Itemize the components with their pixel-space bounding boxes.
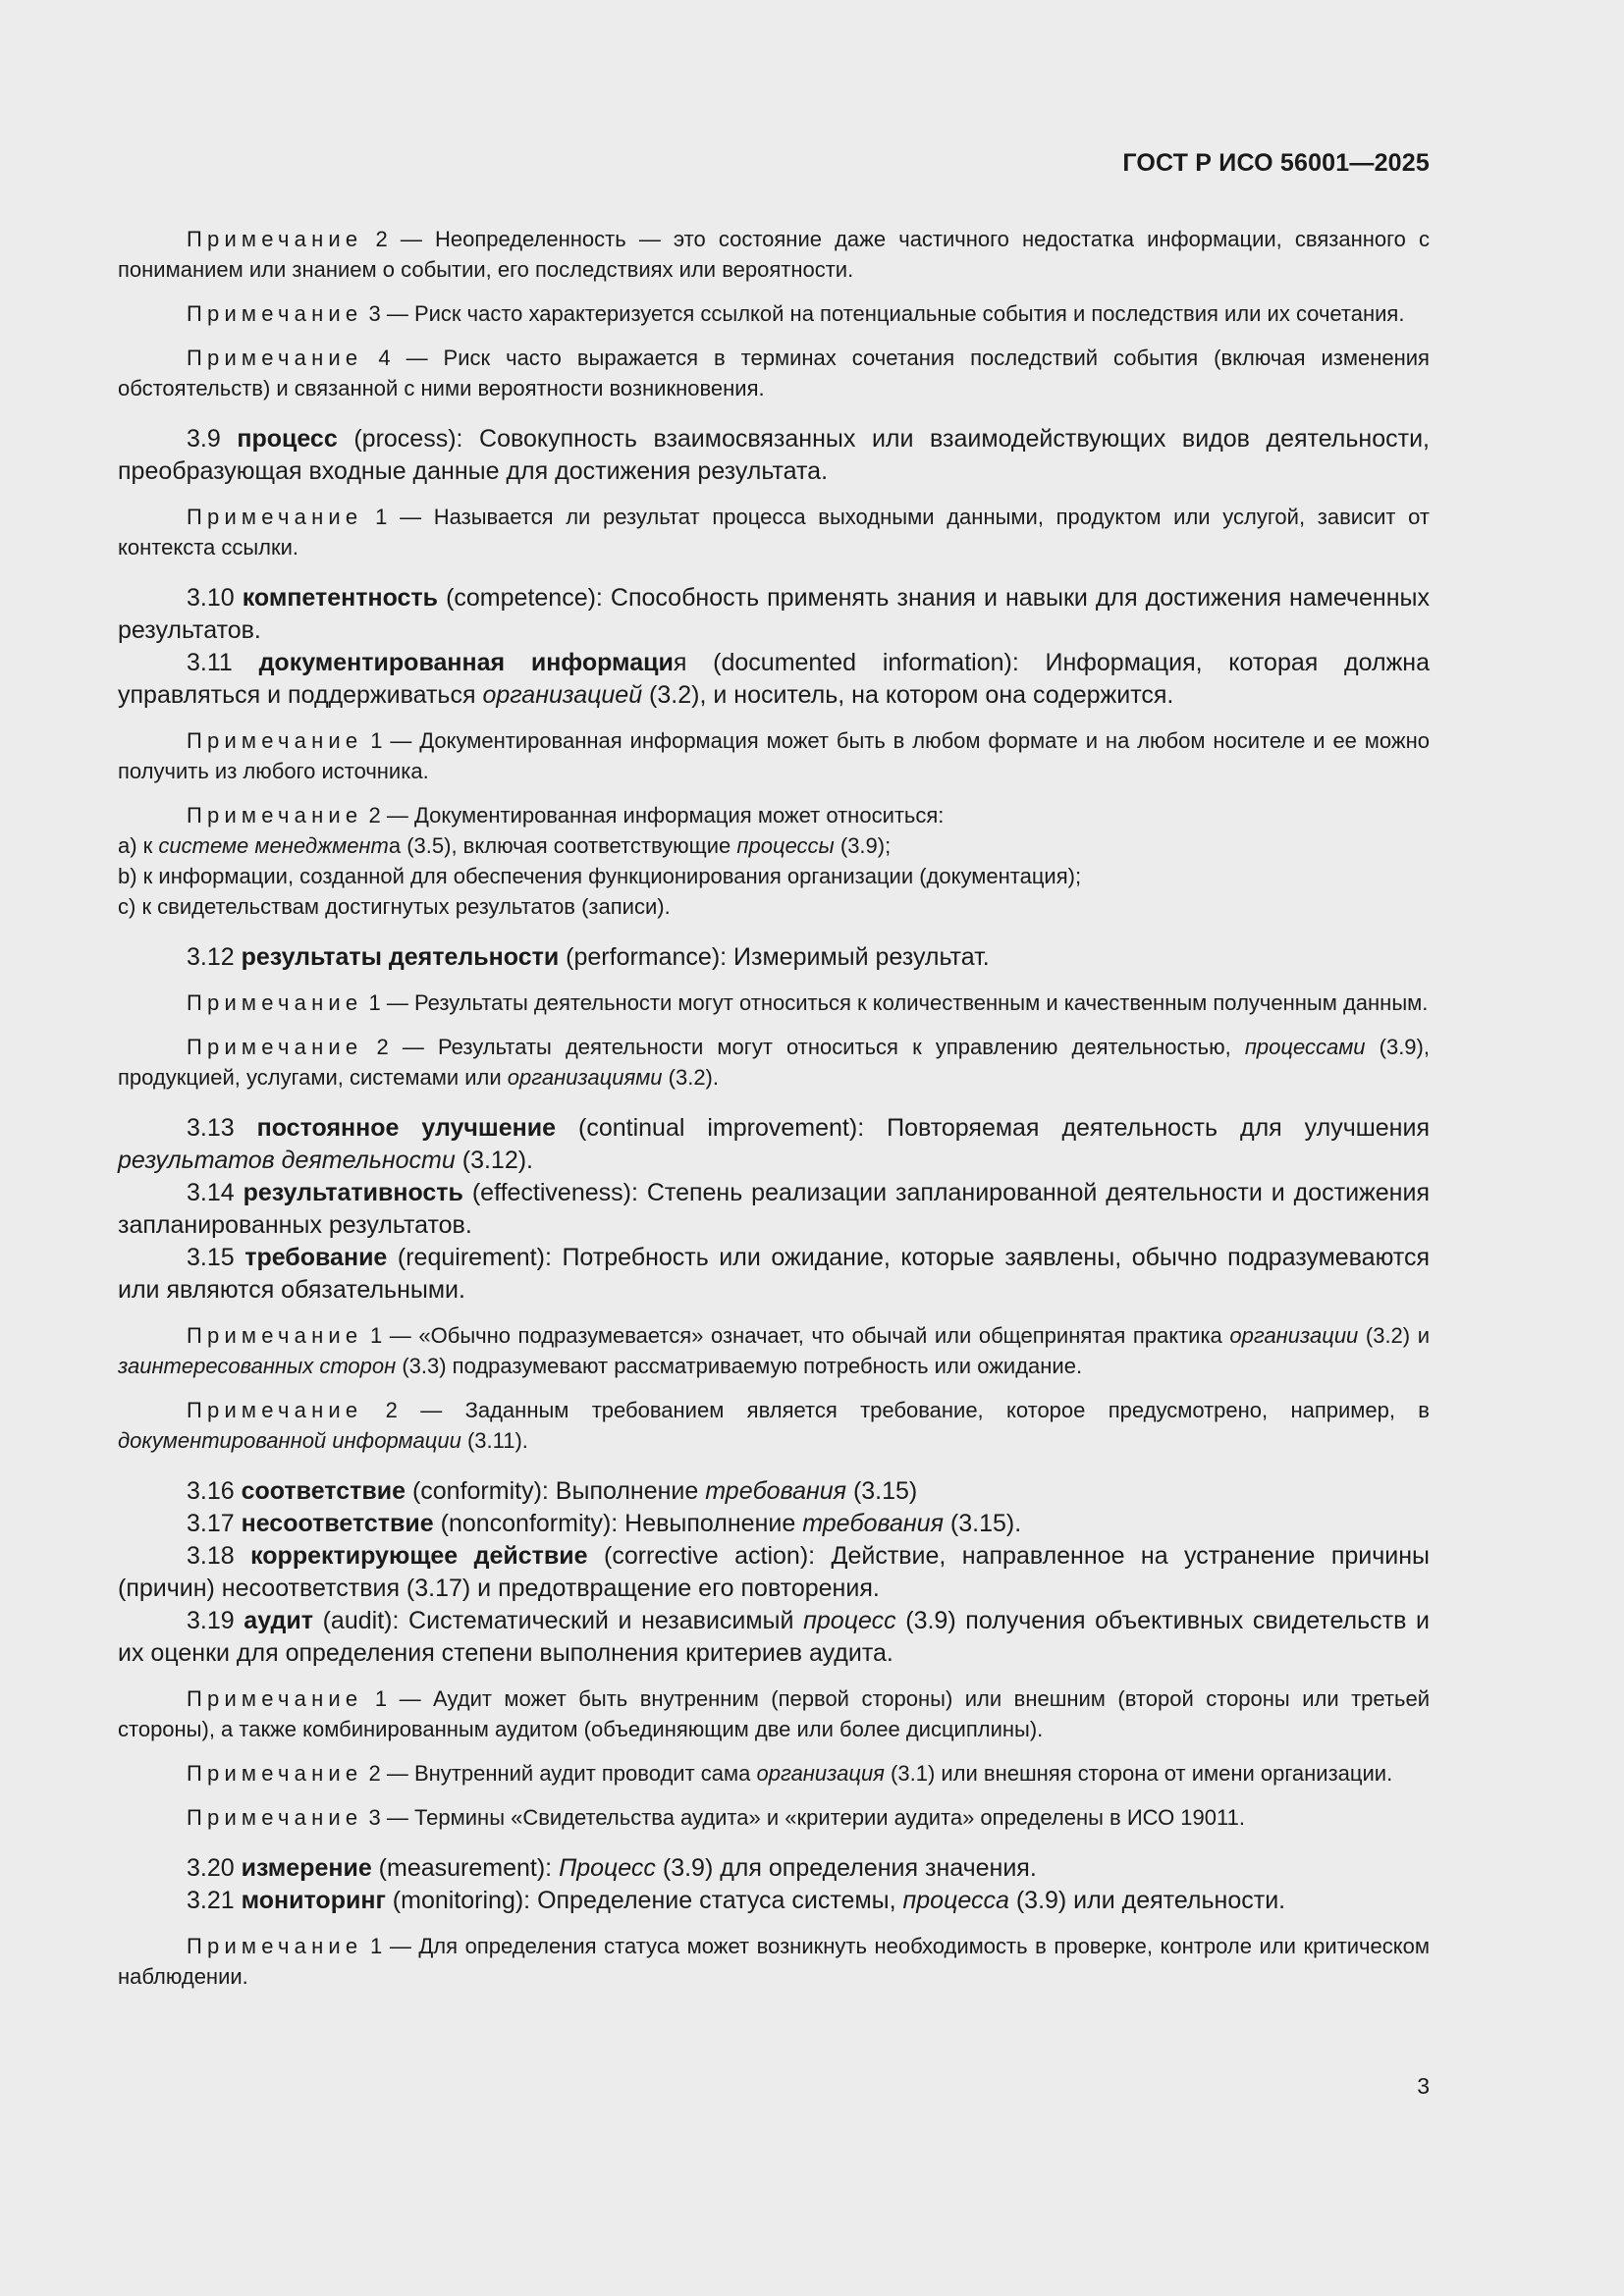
list-item	[118, 830, 1430, 861]
note-label: Примечание	[187, 728, 363, 753]
term-reference: организациями	[507, 1065, 663, 1090]
list-item	[118, 891, 1430, 922]
text-run: 3.19	[187, 1607, 244, 1634]
document-body	[118, 224, 1430, 1992]
term-name: корректирующее действие	[250, 1542, 588, 1570]
term-reference: процессами	[1244, 1035, 1366, 1059]
text-run: — Неопределенность — это состояние даже частичного недостатка информации, связанного с пониманием или знанием о событии, его последствиях или вероятности.	[118, 227, 1430, 282]
list-item	[118, 861, 1430, 891]
text-run: — Называется ли результат процесса выходными данными, продуктом или услугой, зависит от контекста ссылки.	[118, 505, 1431, 560]
text-run: (3.11).	[460, 1428, 528, 1453]
note-label: Примечание	[187, 990, 363, 1015]
text-run: 3.17	[187, 1510, 242, 1537]
note-label: Примечание	[187, 227, 363, 251]
text-run: a) к	[118, 833, 159, 858]
term-definition	[118, 1177, 1430, 1242]
text-run: 3.10	[187, 584, 243, 612]
text-run: 3.20	[187, 1854, 242, 1882]
note-paragraph	[118, 988, 1430, 1018]
term-reference: результатов деятельности	[118, 1147, 456, 1174]
term-name: результаты деятельности	[241, 943, 560, 971]
note-label: Примечание	[187, 346, 363, 370]
note-number: 2	[368, 803, 381, 828]
term-name: постоянное улучшение	[256, 1114, 557, 1142]
text-run: — Для определения статуса может возникнуть необходимость в проверке, контроле или критическом наблюдении.	[118, 1934, 1430, 1989]
note-paragraph	[118, 725, 1430, 786]
term-definition	[118, 582, 1430, 647]
text-run: — Документированная информация может относиться:	[386, 803, 945, 828]
note-label: Примечание	[187, 1035, 363, 1059]
term-name: аудит	[244, 1607, 313, 1634]
note-label: Примечание	[187, 1805, 363, 1830]
text-run: (conformity): Выполнение	[406, 1477, 706, 1505]
note-label: Примечание	[187, 1686, 363, 1711]
note-number: 1	[375, 505, 388, 529]
text-run: (performance): Измеримый результат.	[559, 943, 990, 971]
note-label: Примечание	[187, 1934, 363, 1958]
note-paragraph	[118, 1758, 1430, 1789]
note-number: 3	[368, 1805, 381, 1830]
term-reference: системе менеджмент	[158, 833, 389, 858]
document-code: ГОСТ Р ИСО 56001—2025	[1122, 149, 1430, 177]
text-run: а (3.5), включая соответствующие	[388, 833, 737, 858]
note-label: Примечание	[187, 301, 363, 326]
text-run: (measurement):	[371, 1854, 560, 1882]
text-run: (3.3) подразумевают рассматриваемую потребность или ожидание.	[396, 1354, 1083, 1378]
note-label: Примечание	[187, 803, 363, 828]
text-run: — Результаты деятельности могут относиться к управлению деятельностью,	[402, 1035, 1245, 1059]
text-run: 3.18	[187, 1542, 251, 1570]
text-run: (3.15)	[846, 1477, 918, 1505]
term-name: соответствие	[241, 1477, 406, 1505]
term-name: несоответствие	[241, 1510, 434, 1537]
note-label: Примечание	[187, 1398, 363, 1422]
note-paragraph	[118, 1931, 1430, 1992]
text-run: (3.9) или деятельности.	[1008, 1887, 1286, 1914]
text-run: (3.1) или внешняя сторона от имени организации.	[884, 1761, 1393, 1786]
term-definition	[118, 1852, 1430, 1885]
term-reference: требования	[705, 1477, 846, 1505]
text-run: (process): Совокупность взаимосвязанных или взаимодействующих видов деятельности, преобразующая входные данные для достижения результата.	[118, 425, 1430, 485]
note-paragraph	[118, 502, 1430, 562]
term-name: результативность	[243, 1179, 463, 1206]
text-run: (monitoring): Определение статуса системы,	[385, 1887, 903, 1914]
note-paragraph	[118, 1032, 1430, 1093]
note-number: 1	[368, 990, 381, 1015]
term-name: измерение	[241, 1854, 372, 1882]
term-definition	[118, 1508, 1430, 1540]
note-list	[118, 830, 1430, 922]
text-run: — Аудит может быть внутренним (первой стороны) или внешним (второй стороны или третьей стороны), а также комбинированным аудитом (объединяющим две или более дисциплины).	[118, 1686, 1430, 1741]
term-definition	[118, 1112, 1430, 1177]
text-run: 3.15	[187, 1244, 245, 1271]
note-label: Примечание	[187, 1323, 363, 1348]
text-run: (nonconformity): Невыполнение	[433, 1510, 803, 1537]
note-number: 2	[385, 1398, 398, 1422]
page-number: 3	[1417, 2073, 1430, 2099]
text-run: — Результаты деятельности могут относиться к количественным и качественным полученным данным.	[386, 990, 1429, 1015]
term-reference: документированной информации	[118, 1428, 461, 1453]
text-run: 3.13	[187, 1114, 257, 1142]
text-run: b) к информации, созданной для обеспечения функционирования организации (документация);	[118, 864, 1082, 888]
term-name: процесс	[237, 425, 338, 453]
note-number: 3	[368, 301, 381, 326]
text-run: 3.11	[187, 649, 259, 676]
note-number: 2	[368, 1761, 381, 1786]
text-run: 3.16	[187, 1477, 242, 1505]
text-run: 3.9	[187, 425, 238, 453]
text-run: — Термины «Свидетельства аудита» и «критерии аудита» определены в ИСО 19011.	[386, 1805, 1245, 1830]
text-run: (requirement): Потребность или ожидание, которые заявлены, обычно подразумеваются или являются обязательными.	[118, 1244, 1430, 1304]
note-paragraph	[118, 1320, 1430, 1381]
text-run: — Заданным требованием является требование, которое предусмотрено, например, в	[420, 1398, 1430, 1422]
note-paragraph	[118, 800, 1430, 830]
text-run: (3.2) и	[1358, 1323, 1430, 1348]
note-label: Примечание	[187, 505, 363, 529]
note-number: 2	[376, 1035, 389, 1059]
text-run: я (documented information): Информация, которая должна управляться и поддерживаться	[118, 649, 1431, 709]
term-definition	[118, 1605, 1430, 1670]
text-run: — Риск часто выражается в терминах сочетания последствий события (включая изменения обстоятельств) и связанной с ними вероятности возникновения.	[118, 346, 1430, 400]
term-reference: требования	[802, 1510, 944, 1537]
term-name: документированная информаци	[258, 649, 674, 676]
note-number: 4	[378, 346, 391, 370]
note-number: 1	[374, 1686, 388, 1711]
term-name: компетентность	[242, 584, 439, 612]
note-number: 1	[370, 728, 383, 753]
note-label: Примечание	[187, 1761, 363, 1786]
term-definition	[118, 1475, 1430, 1508]
note-paragraph	[118, 1395, 1430, 1456]
text-run: (3.9) получения объективных свидетельств и их оценки для определения степени выполнения критериев аудита.	[118, 1607, 1430, 1667]
text-run: 3.21	[187, 1887, 242, 1914]
term-definition	[118, 1540, 1430, 1605]
note-number: 1	[369, 1934, 383, 1958]
term-definition	[118, 941, 1430, 974]
note-paragraph	[118, 224, 1430, 285]
text-run: (3.12).	[455, 1147, 533, 1174]
text-run: (continual improvement): Повторяемая деятельность для улучшения	[556, 1114, 1430, 1142]
text-run: (3.2).	[662, 1065, 719, 1090]
note-paragraph	[118, 1802, 1430, 1833]
text-run: (3.2), и носитель, на котором она содержится.	[642, 681, 1174, 709]
term-definition	[118, 647, 1430, 712]
text-run: (3.9);	[834, 833, 892, 858]
text-run: — Риск часто характеризуется ссылкой на потенциальные события и последствия или их сочетания.	[386, 301, 1405, 326]
term-definition	[118, 423, 1430, 488]
note-number: 2	[375, 227, 388, 251]
term-reference: заинтересованных сторон	[118, 1354, 397, 1378]
note-paragraph	[118, 343, 1430, 403]
term-reference: организацией	[482, 681, 643, 709]
term-reference: организация	[756, 1761, 885, 1786]
text-run: (audit): Систематический и независимый	[312, 1607, 804, 1634]
text-run: 3.12	[187, 943, 242, 971]
text-run: — Внутренний аудит проводит сама	[386, 1761, 757, 1786]
term-reference: организации	[1229, 1323, 1359, 1348]
text-run: 3.14	[187, 1179, 244, 1206]
text-run: (effectiveness): Степень реализации запланированной деятельности и достижения запланированных результатов.	[118, 1179, 1430, 1239]
note-paragraph	[118, 1683, 1430, 1744]
text-run: — «Обычно подразумевается» означает, что обычай или общепринятая практика	[389, 1323, 1230, 1348]
term-definition	[118, 1242, 1430, 1307]
term-reference: Процесс	[559, 1854, 656, 1882]
term-reference: процесса	[902, 1887, 1009, 1914]
term-definition	[118, 1885, 1430, 1917]
term-reference: процесс	[803, 1607, 896, 1634]
text-run: (competence): Способность применять знания и навыки для достижения намеченных результатов.	[118, 584, 1430, 644]
text-run: c) к свидетельствам достигнутых результатов (записи).	[118, 894, 671, 919]
note-number: 1	[369, 1323, 383, 1348]
text-run: — Документированная информация может быть в любом формате и на любом носителе и ее можно получить из любого источника.	[118, 728, 1430, 783]
note-paragraph	[118, 298, 1430, 329]
term-name: требование	[244, 1244, 388, 1271]
text-run: (3.9) для определения значения.	[655, 1854, 1037, 1882]
term-reference: процессы	[736, 833, 835, 858]
text-run: (3.15).	[943, 1510, 1022, 1537]
term-name: мониторинг	[241, 1887, 386, 1914]
text-run: (3.9), продукцией, услугами, системами или	[118, 1035, 1430, 1090]
text-run: (corrective action): Действие, направленное на устранение причины (причин) несоответствия (3.17) и предотвращение его повторения.	[118, 1542, 1430, 1602]
